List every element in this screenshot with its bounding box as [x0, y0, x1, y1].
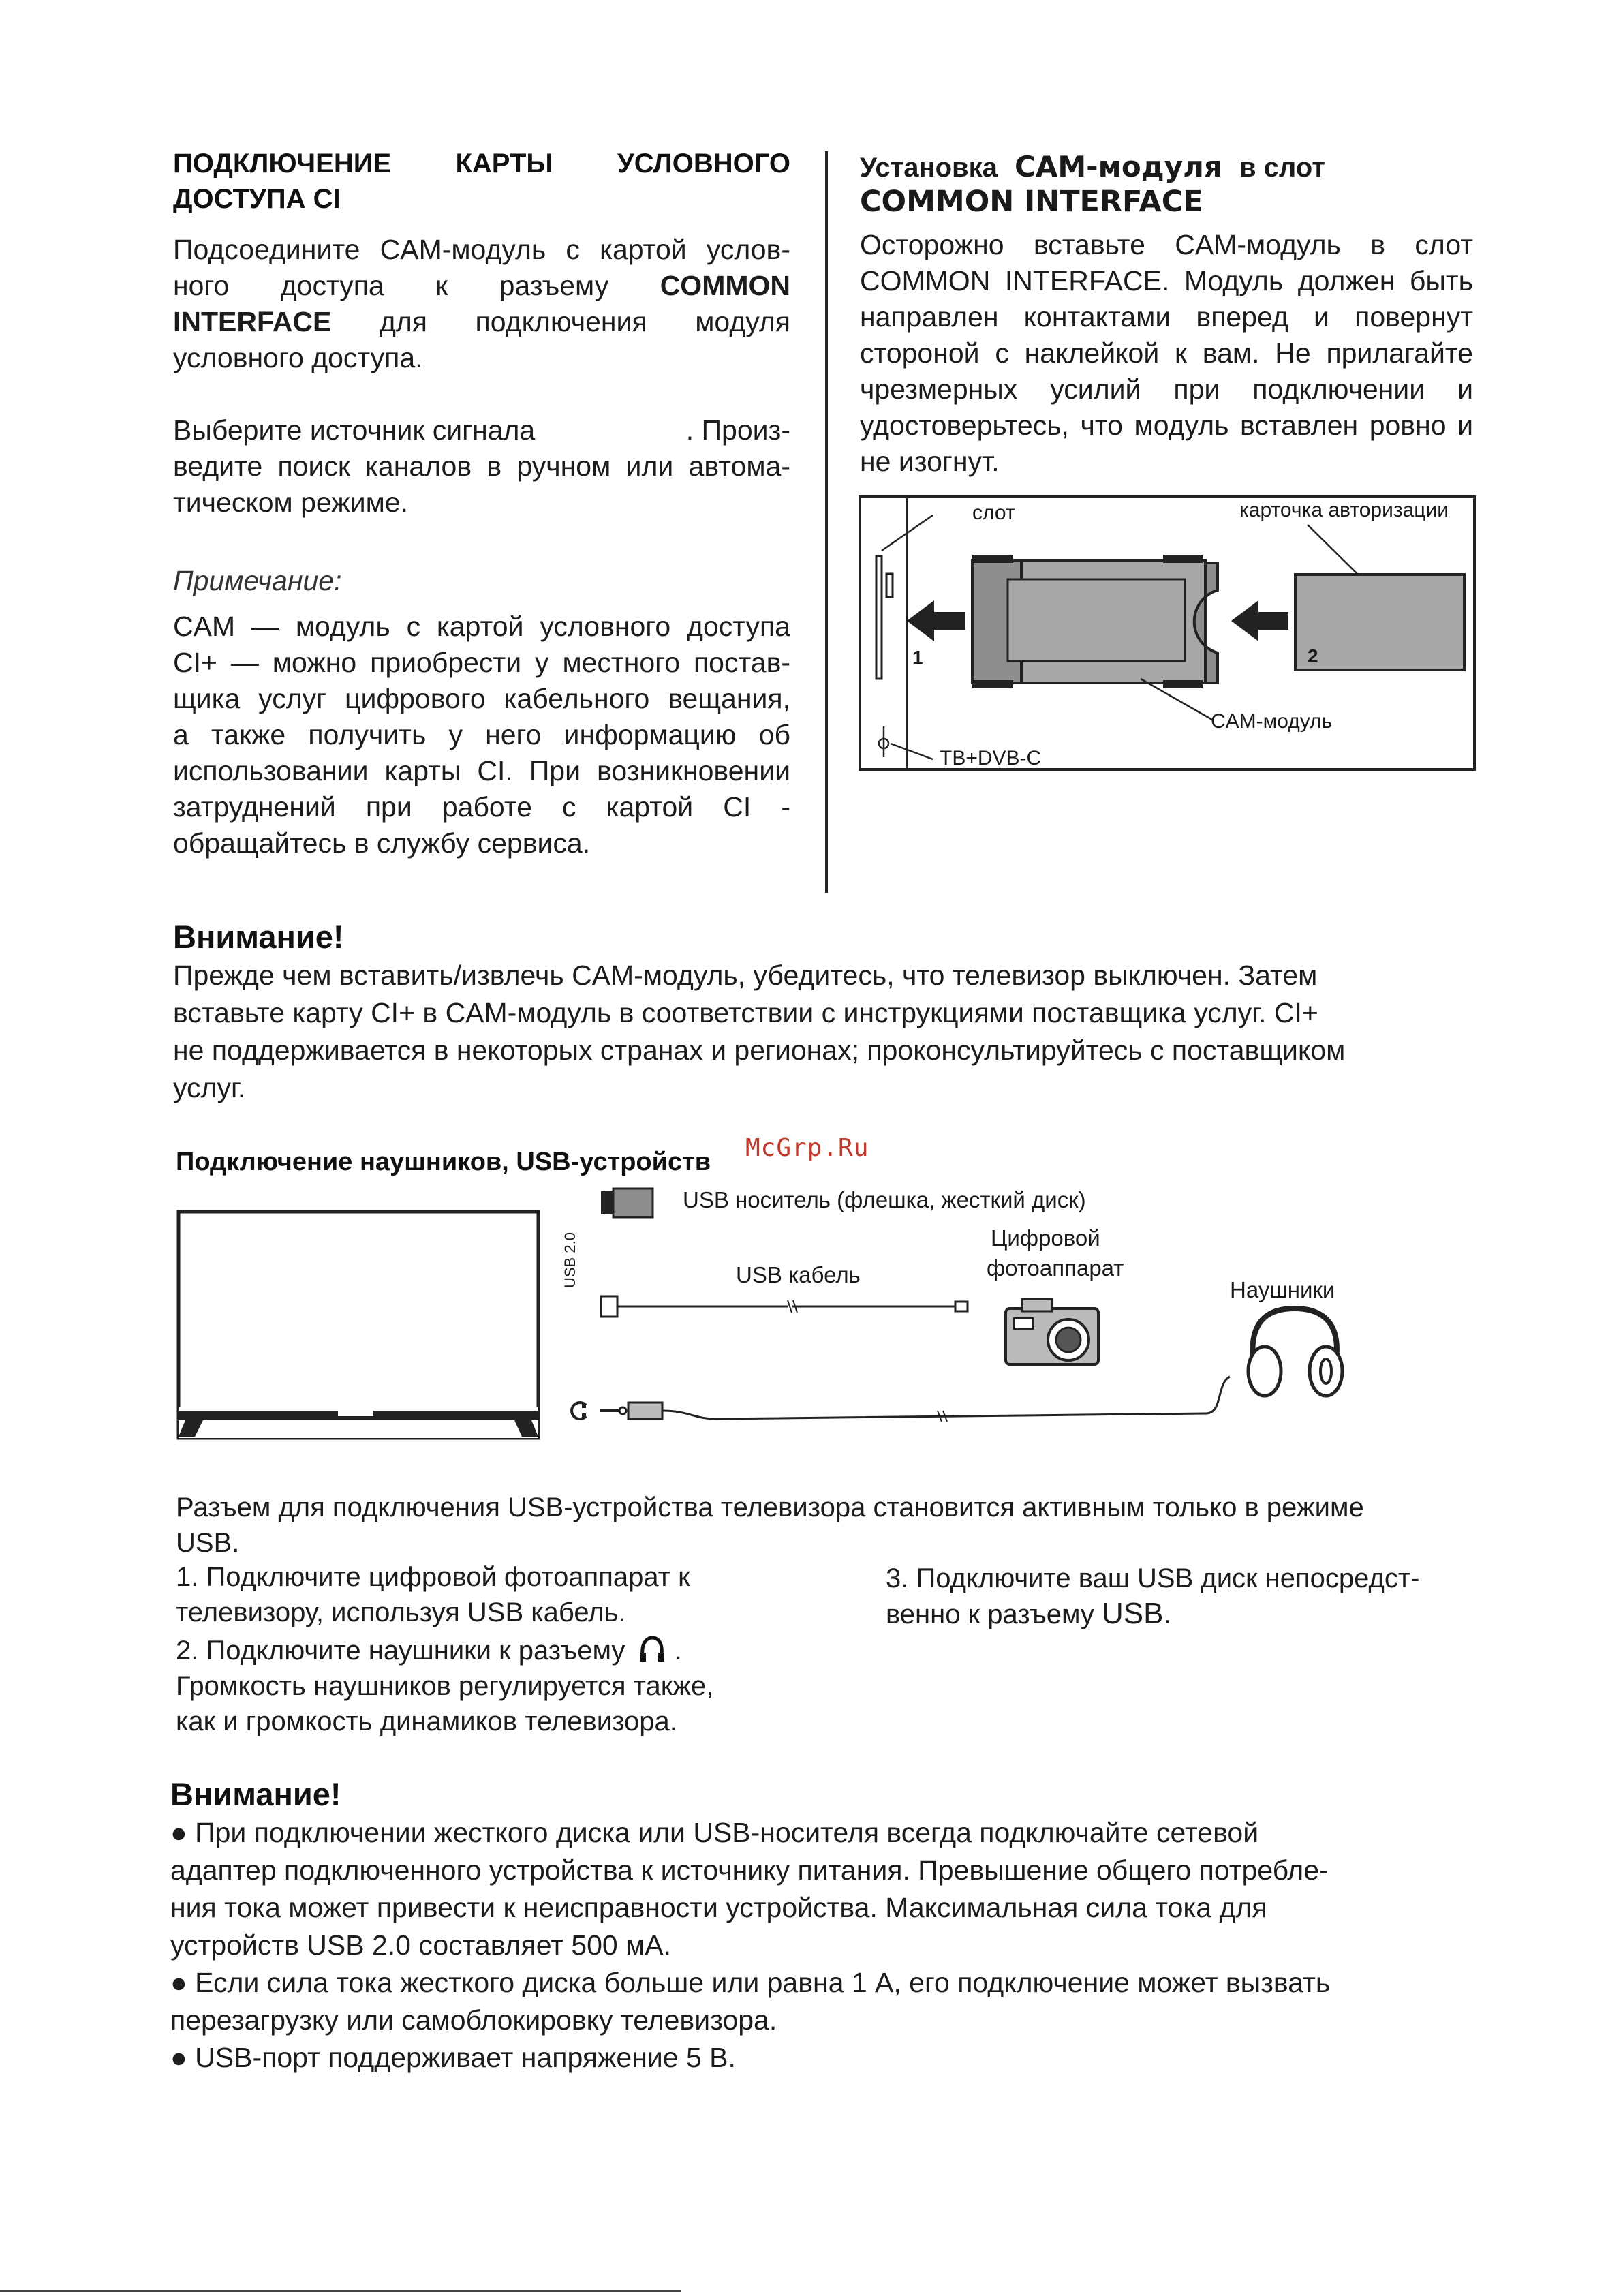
- ci-heading-line1: ПОДКЛЮЧЕНИЕ КАРТЫ УСЛОВНОГО: [173, 149, 790, 179]
- footer-rule: [0, 2290, 681, 2292]
- cam-heading: [860, 150, 1473, 185]
- tv-dvbc-label: ТВ+DVB-C: [940, 747, 1042, 769]
- audio-plug-icon: [628, 1403, 662, 1419]
- text-line: Разъем для подключения USB-устройства телевизора становится активным только в режиме: [176, 1493, 1364, 1522]
- headphone-jack-icon: [572, 1403, 586, 1419]
- cam-paragraph: [860, 227, 1473, 480]
- usb-port-label: USB 2.0: [561, 1232, 578, 1288]
- tv-icon: [179, 1212, 538, 1438]
- card-label: карточка авторизации: [1239, 499, 1449, 521]
- text-line: направлен контактами вперед и повернут: [860, 301, 1473, 333]
- text-line: не поддерживается в некоторых странах и регионах; проконсультируйтесь с поставщиком: [173, 1035, 1346, 1066]
- card-pointer: [1308, 525, 1359, 575]
- step-2-number: 2: [1308, 645, 1318, 667]
- left-column: [173, 146, 790, 861]
- text-line: ведите поиск каналов в ручном или автома-: [173, 450, 790, 482]
- text-line: [173, 268, 790, 304]
- usb-section-title: Подключение наушников, USB-устройств: [176, 1148, 711, 1176]
- text-line: как и громкость динамиков телевизора.: [176, 1706, 677, 1736]
- text-line: ния тока может привести к неисправности устройства. Максимальная сила тока для: [170, 1892, 1267, 1923]
- text-line: тическом режиме.: [173, 487, 408, 518]
- cam-heading-line2: COMMON INTERFACE: [860, 185, 1203, 219]
- text-line: 1. Подключите цифровой фотоаппарат к: [176, 1562, 690, 1592]
- text-fragment: .: [674, 1636, 682, 1666]
- text-fragment: для подключения модуля: [379, 306, 790, 337]
- camera-label-line1: Цифровой: [991, 1225, 1100, 1251]
- watermark: McGrp.Ru: [745, 1134, 869, 1162]
- text-line: услуг.: [173, 1072, 246, 1103]
- interface-bold: INTERFACE: [173, 306, 332, 337]
- text-line: Прежде чем вставить/извлечь CAM-модуль, убедитесь, что телевизор выключен. Затем: [173, 960, 1318, 991]
- right-column: [860, 150, 1473, 480]
- usb-steps-left: [176, 1559, 775, 1739]
- text-line: обращайтесь в службу сервиса.: [173, 827, 591, 859]
- text-fragment: 2. Подключите наушники к разъему: [176, 1636, 625, 1666]
- slot-contact: [886, 574, 893, 597]
- text-line: [173, 412, 790, 448]
- source-paragraph: [173, 412, 790, 521]
- text-line: ● USB-порт поддерживает напряжение 5 В.: [170, 2042, 736, 2073]
- ci-heading-line2: ДОСТУПА CI: [173, 184, 341, 214]
- text-fragment: Выберите источник сигнала: [173, 414, 536, 446]
- text-line: CAM — модуль с картой условного доступа: [173, 611, 790, 642]
- text-line: перезагрузку или самоблокировку телевизора.: [170, 2004, 777, 2036]
- usb-steps-right: [886, 1561, 1485, 1632]
- text-line: щика услуг цифрового кабельного вещания,: [173, 683, 790, 714]
- heading-fragment: в слот: [1239, 153, 1325, 183]
- arrow-left-icon: [1231, 600, 1288, 641]
- text-line: вставьте карту CI+ в CAM-модуль в соответствии с инструкциями поставщика услуг. CI+: [173, 997, 1318, 1028]
- text-line: стороной с наклейкой к вам. Не прилагайте: [860, 337, 1473, 369]
- text-line: COMMON INTERFACE. Модуль должен быть: [860, 265, 1473, 296]
- warning-block-2: [170, 1775, 1479, 2077]
- arrow-left-icon: [907, 600, 965, 641]
- warning-title: Внимание!: [173, 919, 344, 955]
- text-line: удостоверьтесь, что модуль вставлен ровно и: [860, 410, 1473, 441]
- heading-fragment: Установка: [860, 153, 998, 183]
- text-line: чрезмерных усилий при подключении и: [860, 373, 1473, 405]
- text-line: ● Если сила тока жесткого диска больше или равна 1 А, его подключение может вызвать: [170, 1967, 1331, 1998]
- text-line: устройств USB 2.0 составляет 500 мА.: [170, 1929, 672, 1961]
- camera-icon: [1006, 1299, 1098, 1364]
- text-line: USB.: [176, 1528, 240, 1558]
- camera-label-line2: фотоаппарат: [987, 1255, 1124, 1281]
- ci-paragraph: [173, 232, 790, 376]
- headphones-label: Наушники: [1230, 1277, 1335, 1302]
- step-1-number: 1: [912, 647, 923, 668]
- text-line: адаптер подключенного устройства к источнику питания. Превышение общего потребле-: [170, 1854, 1329, 1886]
- text-line: Подсоедините CAM-модуль с картой услов-: [173, 234, 790, 265]
- text-line: CI+ — можно приобрести у местного постав-: [173, 647, 790, 678]
- text-fragment: венно к разъему: [886, 1599, 1094, 1629]
- text-line: 3. Подключите ваш USB диск непосредст-: [886, 1563, 1420, 1593]
- cam-diagram: [858, 495, 1477, 771]
- text-line: затруднений при работе с картой CI -: [173, 791, 790, 823]
- common-bold: COMMON: [660, 270, 790, 301]
- usb-storage-label: USB носитель (флешка, жесткий диск): [683, 1187, 1086, 1212]
- text-line: [886, 1596, 1485, 1632]
- text-line: Осторожно вставьте CAM-модуль в слот: [860, 229, 1473, 260]
- cam-label: CAM-модуль: [1211, 710, 1333, 733]
- text-fragment: USB.: [1102, 1597, 1172, 1630]
- text-line: условного доступа.: [173, 342, 423, 373]
- warning-text: [173, 957, 1474, 1107]
- slot-label: слот: [972, 502, 1015, 524]
- authorization-card-icon: [1295, 575, 1464, 670]
- heading-fragment: CAM-модуля: [1015, 150, 1222, 183]
- usb-cable-label: USB кабель: [736, 1262, 861, 1287]
- usb-plug-icon: [601, 1296, 617, 1317]
- text-line: телевизору, используя USB кабель.: [176, 1597, 626, 1627]
- usb-intro: [176, 1490, 1477, 1561]
- text-line: не изогнут.: [860, 446, 1000, 477]
- note-label: Примечание:: [173, 565, 342, 596]
- text-line: Громкость наушников регулируется также,: [176, 1671, 714, 1701]
- text-fragment: . Произ-: [685, 414, 790, 446]
- text-line: ● При подключении жесткого диска или USB-носителя всегда подключайте сетевой: [170, 1817, 1259, 1848]
- headphones-icon: [637, 1635, 667, 1664]
- text-line: [176, 1633, 775, 1668]
- warning-text: [170, 1814, 1479, 2077]
- text-line: а также получить у него информацию об: [173, 719, 790, 750]
- connection-diagram: [170, 1179, 1370, 1452]
- headphone-cable-icon: [662, 1377, 1230, 1419]
- column-divider: [825, 151, 828, 893]
- slot-icon: [876, 556, 882, 679]
- warning-block-1: [173, 917, 1474, 1107]
- headphones-icon: [1248, 1308, 1342, 1396]
- warning-title: Внимание!: [170, 1776, 341, 1812]
- text-line: использовании карты CI. При возникновении: [173, 755, 790, 786]
- text-line: [173, 304, 790, 340]
- note-paragraph: [173, 609, 790, 861]
- text-fragment: ного доступа к разъему: [173, 270, 609, 301]
